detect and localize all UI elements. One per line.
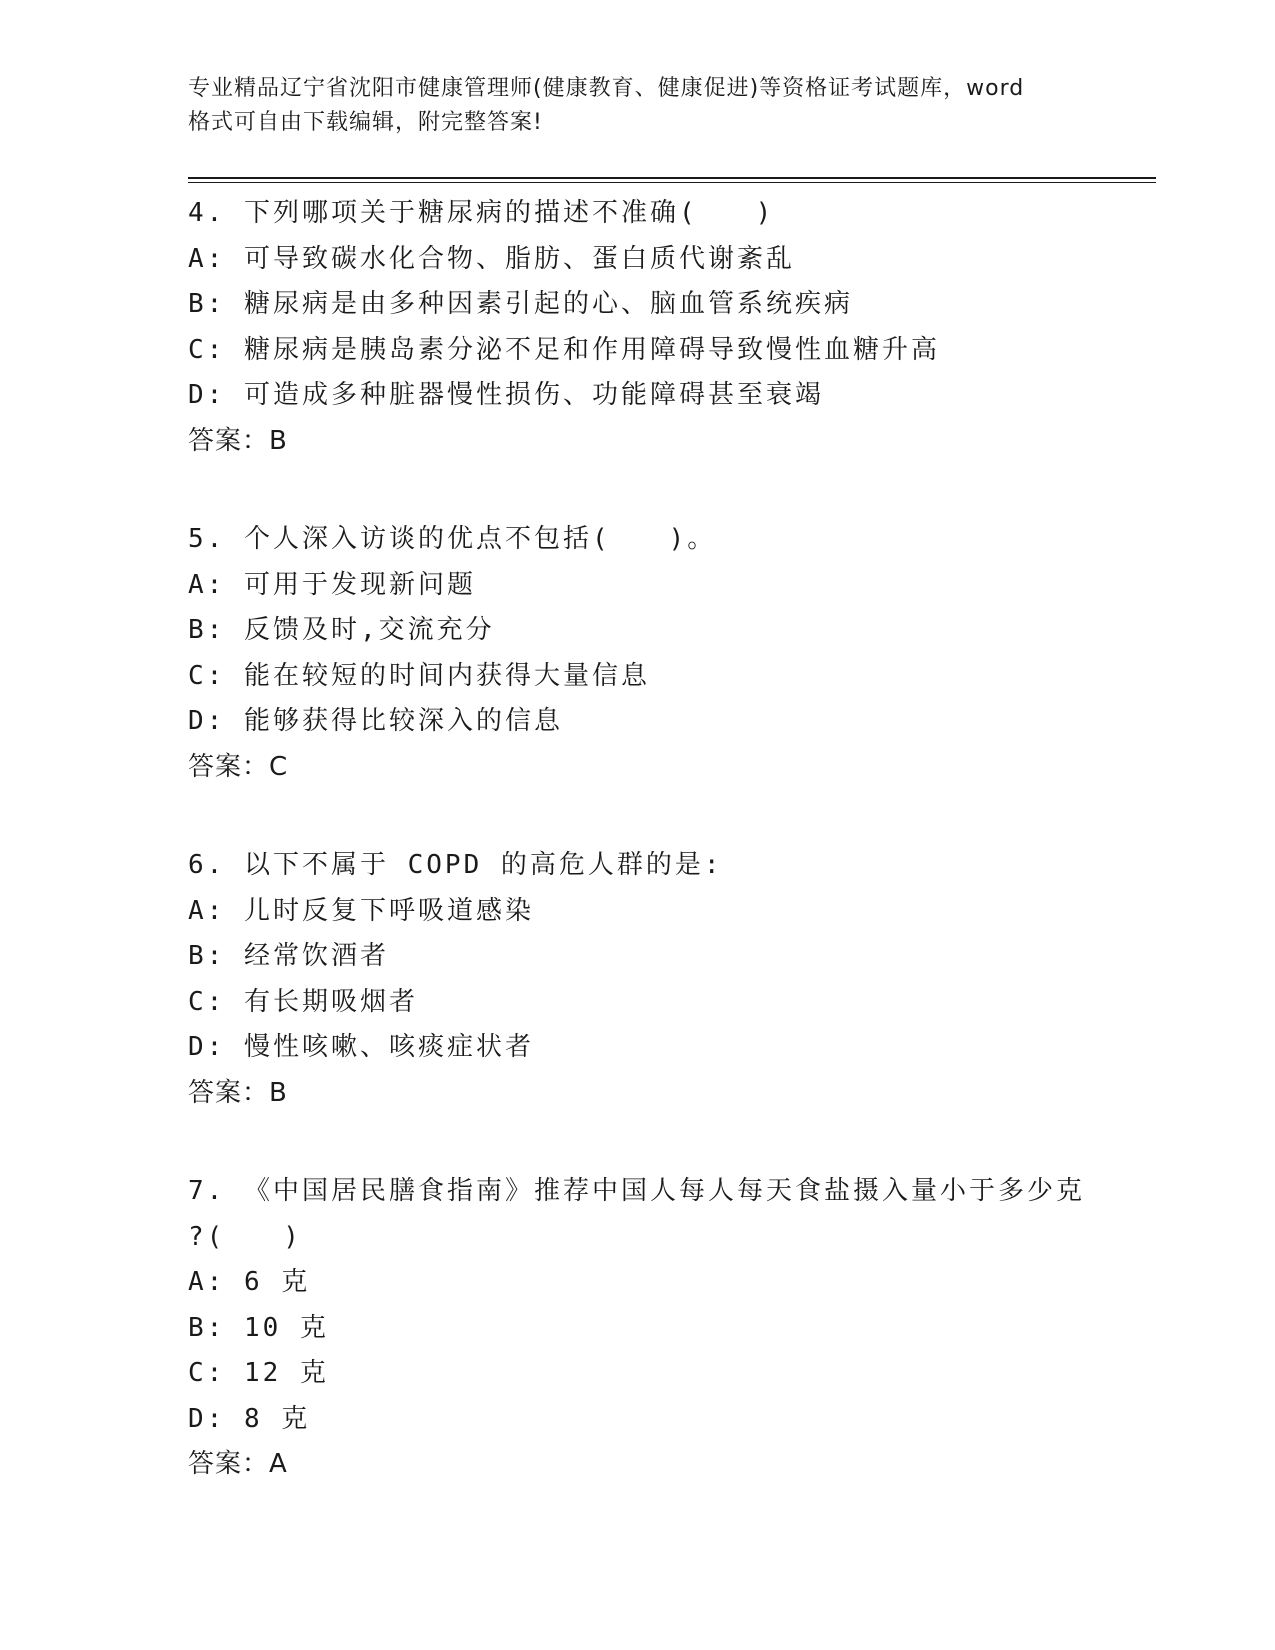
option-b: B: 10 克 xyxy=(188,1312,329,1343)
question-4 xyxy=(188,191,1108,464)
answer-label: 答案：A xyxy=(188,1449,288,1479)
option-c: C: 糖尿病是胰岛素分泌不足和作用障碍导致慢性血糖升高 xyxy=(188,334,940,365)
header-rule-thin xyxy=(188,182,1156,183)
page-header xyxy=(188,72,1088,140)
question-stem-continued: ?( ) xyxy=(188,1221,302,1252)
option-a: A: 可用于发现新问题 xyxy=(188,569,476,600)
question-5 xyxy=(188,517,1108,790)
option-c: C: 有长期吸烟者 xyxy=(188,986,418,1017)
option-d: D: 8 克 xyxy=(188,1403,311,1434)
answer-label: 答案：B xyxy=(188,1077,288,1108)
question-stem: 7. 《中国居民膳食指南》推荐中国人每人每天食盐摄入量小于多少克 xyxy=(188,1176,1085,1206)
option-b: B: 经常饮酒者 xyxy=(188,941,389,971)
option-c: C: 12 克 xyxy=(188,1358,329,1388)
option-b: B: 反馈及时,交流充分 xyxy=(188,615,495,645)
option-d: D: 能够获得比较深入的信息 xyxy=(188,706,563,736)
option-b: B: 糖尿病是由多种因素引起的心、脑血管系统疾病 xyxy=(188,289,853,319)
header-rule-thick xyxy=(188,177,1156,179)
question-stem: 6. 以下不属于 COPD 的高危人群的是: xyxy=(188,850,723,880)
option-a: A: 6 克 xyxy=(188,1267,311,1297)
question-stem: 4. 下列哪项关于糖尿病的描述不准确( ) xyxy=(188,198,775,228)
answer-label: 答案：B xyxy=(188,425,288,456)
answer-label: 答案：C xyxy=(188,751,289,782)
option-a: A: 儿时反复下呼吸道感染 xyxy=(188,895,534,926)
question-list xyxy=(188,191,1108,1541)
option-d: D: 可造成多种脏器慢性损伤、功能障碍甚至衰竭 xyxy=(188,380,824,410)
question-stem: 5. 个人深入访谈的优点不包括( )。 xyxy=(188,524,717,554)
header-line-1: 专业精品辽宁省沈阳市健康管理师(健康教育、健康促进)等资格证考试题库，word xyxy=(188,76,1025,101)
option-c: C: 能在较短的时间内获得大量信息 xyxy=(188,660,650,691)
header-line-2: 格式可自由下载编辑，附完整答案! xyxy=(188,110,543,135)
question-6 xyxy=(188,843,1108,1116)
option-d: D: 慢性咳嗽、咳痰症状者 xyxy=(188,1032,534,1062)
option-a: A: 可导致碳水化合物、脂肪、蛋白质代谢紊乱 xyxy=(188,243,795,274)
question-7 xyxy=(188,1169,1108,1488)
